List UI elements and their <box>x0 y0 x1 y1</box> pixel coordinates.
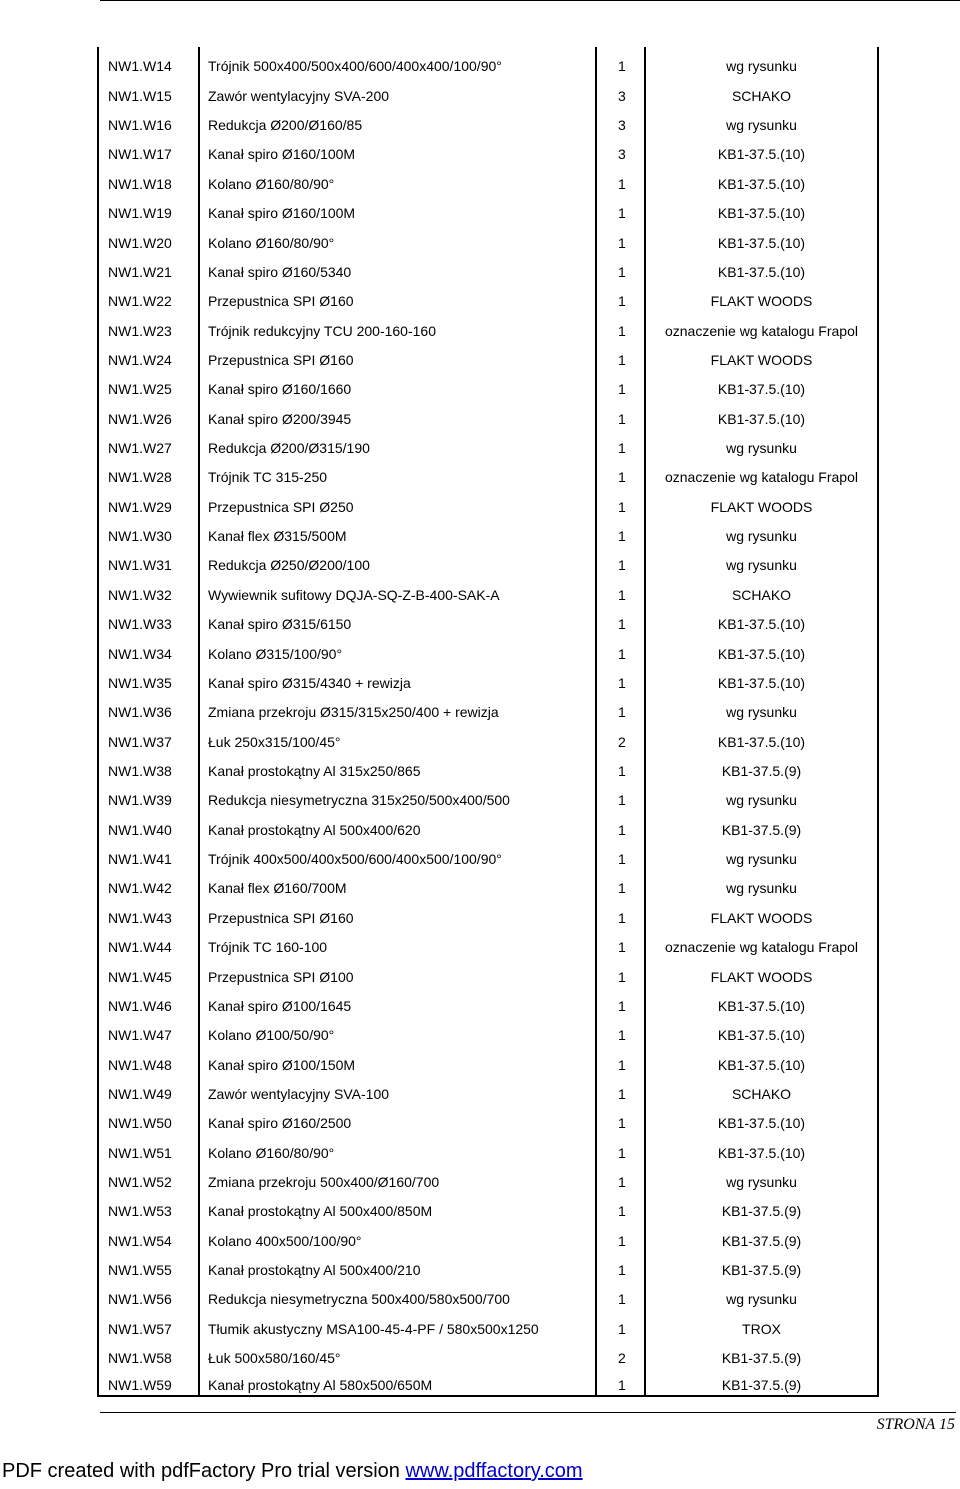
reference-cell: KB1-37.5.(10) <box>645 987 878 1016</box>
table-row <box>98 1339 878 1368</box>
quantity-cell: 1 <box>596 223 645 252</box>
reference-cell: TROX <box>645 1309 878 1338</box>
quantity-cell: 1 <box>596 458 645 487</box>
quantity-cell: 2 <box>596 722 645 751</box>
reference-cell: KB1-37.5.(9) <box>645 1192 878 1221</box>
part-code-cell: NW1.W59 <box>98 1368 199 1396</box>
part-name-cell: Przepustnica SPI Ø160 <box>199 898 596 927</box>
part-name-cell: Kanał spiro Ø200/3945 <box>199 399 596 428</box>
quantity-cell: 1 <box>596 752 645 781</box>
reference-cell: KB1-37.5.(9) <box>645 1251 878 1280</box>
table-row <box>98 664 878 693</box>
part-code-cell: NW1.W55 <box>98 1251 199 1280</box>
table-row <box>98 194 878 223</box>
reference-cell: wg rysunku <box>645 47 878 76</box>
part-name-cell: Kanał prostokątny Al 500x400/620 <box>199 810 596 839</box>
part-name-cell: Kolano Ø160/80/90° <box>199 223 596 252</box>
quantity-cell: 1 <box>596 164 645 193</box>
part-name-cell: Kanał spiro Ø315/6150 <box>199 605 596 634</box>
part-code-cell: NW1.W40 <box>98 810 199 839</box>
quantity-cell: 1 <box>596 810 645 839</box>
part-code-cell: NW1.W41 <box>98 840 199 869</box>
quantity-cell: 1 <box>596 928 645 957</box>
part-code-cell: NW1.W37 <box>98 722 199 751</box>
part-code-cell: NW1.W17 <box>98 135 199 164</box>
quantity-cell: 1 <box>596 1280 645 1309</box>
table-row <box>98 223 878 252</box>
part-name-cell: Kolano Ø160/80/90° <box>199 1133 596 1162</box>
reference-cell: SCHAKO <box>645 76 878 105</box>
quantity-cell: 1 <box>596 253 645 282</box>
part-name-cell: Kanał prostokątny Al 500x400/850M <box>199 1192 596 1221</box>
part-name-cell: Przepustnica SPI Ø250 <box>199 487 596 516</box>
table-row <box>98 605 878 634</box>
quantity-cell: 1 <box>596 429 645 458</box>
part-name-cell: Redukcja niesymetryczna 315x250/500x400/500 <box>199 781 596 810</box>
quantity-cell: 1 <box>596 487 645 516</box>
part-name-cell: Przepustnica SPI Ø100 <box>199 957 596 986</box>
quantity-cell: 1 <box>596 282 645 311</box>
table-row <box>98 1192 878 1221</box>
table-row <box>98 517 878 546</box>
reference-cell: SCHAKO <box>645 575 878 604</box>
table-row <box>98 1280 878 1309</box>
table-row <box>98 1368 878 1396</box>
table-row <box>98 722 878 751</box>
table-row <box>98 634 878 663</box>
reference-cell: wg rysunku <box>645 781 878 810</box>
top-rule <box>100 0 960 5</box>
part-name-cell: Przepustnica SPI Ø160 <box>199 341 596 370</box>
part-name-cell: Łuk 250x315/100/45° <box>199 722 596 751</box>
reference-cell: FLAKT WOODS <box>645 341 878 370</box>
quantity-cell: 3 <box>596 135 645 164</box>
part-name-cell: Kanał spiro Ø160/5340 <box>199 253 596 282</box>
table-row <box>98 1016 878 1045</box>
reference-cell: KB1-37.5.(9) <box>645 1339 878 1368</box>
part-code-cell: NW1.W36 <box>98 693 199 722</box>
part-name-cell: Trójnik TC 160-100 <box>199 928 596 957</box>
part-name-cell: Kanał spiro Ø160/100M <box>199 135 596 164</box>
reference-cell: KB1-37.5.(10) <box>645 164 878 193</box>
table-row <box>98 957 878 986</box>
reference-cell: KB1-37.5.(10) <box>645 1045 878 1074</box>
quantity-cell: 1 <box>596 840 645 869</box>
quantity-cell: 1 <box>596 869 645 898</box>
part-name-cell: Kolano Ø315/100/90° <box>199 634 596 663</box>
quantity-cell: 3 <box>596 106 645 135</box>
table-row <box>98 253 878 282</box>
part-name-cell: Zawór wentylacyjny SVA-100 <box>199 1075 596 1104</box>
quantity-cell: 1 <box>596 693 645 722</box>
reference-cell: KB1-37.5.(10) <box>645 1016 878 1045</box>
part-code-cell: NW1.W44 <box>98 928 199 957</box>
quantity-cell: 1 <box>596 605 645 634</box>
part-name-cell: Trójnik redukcyjny TCU 200-160-160 <box>199 311 596 340</box>
part-name-cell: Trójnik TC 315-250 <box>199 458 596 487</box>
parts-table <box>97 47 879 1397</box>
table-row <box>98 370 878 399</box>
part-code-cell: NW1.W28 <box>98 458 199 487</box>
part-code-cell: NW1.W54 <box>98 1221 199 1250</box>
reference-cell: KB1-37.5.(10) <box>645 194 878 223</box>
reference-cell: KB1-37.5.(10) <box>645 722 878 751</box>
quantity-cell: 1 <box>596 399 645 428</box>
part-name-cell: Kanał flex Ø160/700M <box>199 869 596 898</box>
quantity-cell: 1 <box>596 781 645 810</box>
table-row <box>98 752 878 781</box>
parts-table-body <box>98 47 878 1396</box>
quantity-cell: 3 <box>596 76 645 105</box>
table-row <box>98 106 878 135</box>
reference-cell: KB1-37.5.(9) <box>645 810 878 839</box>
pdf-notice-text: PDF created with pdfFactory Pro trial version <box>2 1460 406 1482</box>
part-code-cell: NW1.W58 <box>98 1339 199 1368</box>
part-name-cell: Kanał spiro Ø100/150M <box>199 1045 596 1074</box>
part-name-cell: Kolano 400x500/100/90° <box>199 1221 596 1250</box>
part-code-cell: NW1.W57 <box>98 1309 199 1338</box>
quantity-cell: 1 <box>596 1104 645 1133</box>
part-name-cell: Kanał prostokątny Al 580x500/650M <box>199 1368 596 1396</box>
reference-cell: wg rysunku <box>645 517 878 546</box>
part-name-cell: Kanał spiro Ø100/1645 <box>199 987 596 1016</box>
part-code-cell: NW1.W52 <box>98 1163 199 1192</box>
page-number-label: STRONA 15 <box>876 1416 955 1433</box>
part-name-cell: Redukcja Ø200/Ø315/190 <box>199 429 596 458</box>
table-row <box>98 76 878 105</box>
table-row <box>98 47 878 76</box>
part-code-cell: NW1.W29 <box>98 487 199 516</box>
reference-cell: FLAKT WOODS <box>645 898 878 927</box>
part-code-cell: NW1.W42 <box>98 869 199 898</box>
part-code-cell: NW1.W34 <box>98 634 199 663</box>
table-row <box>98 810 878 839</box>
quantity-cell: 1 <box>596 1251 645 1280</box>
reference-cell: KB1-37.5.(10) <box>645 664 878 693</box>
quantity-cell: 1 <box>596 370 645 399</box>
table-row <box>98 135 878 164</box>
part-code-cell: NW1.W47 <box>98 1016 199 1045</box>
table-row <box>98 898 878 927</box>
table-row <box>98 399 878 428</box>
part-code-cell: NW1.W23 <box>98 311 199 340</box>
table-row <box>98 693 878 722</box>
reference-cell: KB1-37.5.(10) <box>645 605 878 634</box>
quantity-cell: 1 <box>596 517 645 546</box>
part-name-cell: Kolano Ø160/80/90° <box>199 164 596 193</box>
quantity-cell: 1 <box>596 575 645 604</box>
quantity-cell: 1 <box>596 634 645 663</box>
reference-cell: FLAKT WOODS <box>645 282 878 311</box>
part-code-cell: NW1.W16 <box>98 106 199 135</box>
part-name-cell: Kanał spiro Ø160/2500 <box>199 1104 596 1133</box>
pdfactory-link[interactable]: www.pdffactory.com <box>405 1460 583 1482</box>
quantity-cell: 1 <box>596 1192 645 1221</box>
part-code-cell: NW1.W38 <box>98 752 199 781</box>
reference-cell: KB1-37.5.(10) <box>645 135 878 164</box>
reference-cell: KB1-37.5.(10) <box>645 1104 878 1133</box>
quantity-cell: 1 <box>596 987 645 1016</box>
pdf-creator-notice <box>2 1460 583 1483</box>
part-code-cell: NW1.W22 <box>98 282 199 311</box>
quantity-cell: 1 <box>596 1309 645 1338</box>
reference-cell: oznaczenie wg katalogu Frapol <box>645 458 878 487</box>
part-code-cell: NW1.W32 <box>98 575 199 604</box>
part-name-cell: Wywiewnik sufitowy DQJA-SQ-Z-B-400-SAK-A <box>199 575 596 604</box>
table-row <box>98 458 878 487</box>
table-row <box>98 164 878 193</box>
table-row <box>98 1104 878 1133</box>
table-row <box>98 1075 878 1104</box>
part-code-cell: NW1.W20 <box>98 223 199 252</box>
reference-cell: FLAKT WOODS <box>645 957 878 986</box>
table-row <box>98 781 878 810</box>
part-code-cell: NW1.W15 <box>98 76 199 105</box>
table-row <box>98 429 878 458</box>
part-name-cell: Zmiana przekroju 500x400/Ø160/700 <box>199 1163 596 1192</box>
reference-cell: KB1-37.5.(9) <box>645 1221 878 1250</box>
table-row <box>98 1221 878 1250</box>
reference-cell: KB1-37.5.(10) <box>645 399 878 428</box>
quantity-cell: 1 <box>596 1045 645 1074</box>
part-name-cell: Kanał spiro Ø160/1660 <box>199 370 596 399</box>
part-code-cell: NW1.W14 <box>98 47 199 76</box>
part-code-cell: NW1.W19 <box>98 194 199 223</box>
part-code-cell: NW1.W39 <box>98 781 199 810</box>
part-name-cell: Kanał prostokątny Al 500x400/210 <box>199 1251 596 1280</box>
table-row <box>98 546 878 575</box>
reference-cell: KB1-37.5.(10) <box>645 1133 878 1162</box>
part-name-cell: Redukcja Ø200/Ø160/85 <box>199 106 596 135</box>
quantity-cell: 1 <box>596 1163 645 1192</box>
part-code-cell: NW1.W56 <box>98 1280 199 1309</box>
quantity-cell: 1 <box>596 1368 645 1396</box>
footer-rule <box>100 1412 956 1413</box>
reference-cell: FLAKT WOODS <box>645 487 878 516</box>
quantity-cell: 1 <box>596 194 645 223</box>
quantity-cell: 1 <box>596 311 645 340</box>
reference-cell: oznaczenie wg katalogu Frapol <box>645 928 878 957</box>
part-name-cell: Trójnik 500x400/500x400/600/400x400/100/90° <box>199 47 596 76</box>
part-code-cell: NW1.W27 <box>98 429 199 458</box>
quantity-cell: 2 <box>596 1339 645 1368</box>
reference-cell: oznaczenie wg katalogu Frapol <box>645 311 878 340</box>
part-name-cell: Redukcja Ø250/Ø200/100 <box>199 546 596 575</box>
quantity-cell: 1 <box>596 1133 645 1162</box>
part-name-cell: Kolano Ø100/50/90° <box>199 1016 596 1045</box>
reference-cell: wg rysunku <box>645 106 878 135</box>
part-name-cell: Kanał spiro Ø160/100M <box>199 194 596 223</box>
part-code-cell: NW1.W51 <box>98 1133 199 1162</box>
part-code-cell: NW1.W26 <box>98 399 199 428</box>
part-code-cell: NW1.W53 <box>98 1192 199 1221</box>
table-row <box>98 840 878 869</box>
table-row <box>98 1251 878 1280</box>
part-name-cell: Przepustnica SPI Ø160 <box>199 282 596 311</box>
reference-cell: wg rysunku <box>645 546 878 575</box>
part-name-cell: Kanał spiro Ø315/4340 + rewizja <box>199 664 596 693</box>
reference-cell: wg rysunku <box>645 429 878 458</box>
table-row <box>98 1163 878 1192</box>
quantity-cell: 1 <box>596 1016 645 1045</box>
table-row <box>98 282 878 311</box>
part-name-cell: Kanał flex Ø315/500M <box>199 517 596 546</box>
reference-cell: KB1-37.5.(10) <box>645 223 878 252</box>
reference-cell: KB1-37.5.(10) <box>645 634 878 663</box>
part-code-cell: NW1.W24 <box>98 341 199 370</box>
table-row <box>98 1133 878 1162</box>
table-row <box>98 987 878 1016</box>
part-code-cell: NW1.W45 <box>98 957 199 986</box>
part-code-cell: NW1.W18 <box>98 164 199 193</box>
table-row <box>98 1309 878 1338</box>
part-code-cell: NW1.W25 <box>98 370 199 399</box>
part-name-cell: Tłumik akustyczny MSA100-45-4-PF / 580x500x1250 <box>199 1309 596 1338</box>
part-code-cell: NW1.W31 <box>98 546 199 575</box>
part-code-cell: NW1.W48 <box>98 1045 199 1074</box>
quantity-cell: 1 <box>596 1221 645 1250</box>
quantity-cell: 1 <box>596 47 645 76</box>
quantity-cell: 1 <box>596 341 645 370</box>
reference-cell: wg rysunku <box>645 869 878 898</box>
quantity-cell: 1 <box>596 1075 645 1104</box>
reference-cell: wg rysunku <box>645 693 878 722</box>
table-row <box>98 575 878 604</box>
part-code-cell: NW1.W43 <box>98 898 199 927</box>
part-code-cell: NW1.W35 <box>98 664 199 693</box>
part-code-cell: NW1.W50 <box>98 1104 199 1133</box>
reference-cell: SCHAKO <box>645 1075 878 1104</box>
reference-cell: wg rysunku <box>645 1163 878 1192</box>
quantity-cell: 1 <box>596 546 645 575</box>
reference-cell: KB1-37.5.(10) <box>645 253 878 282</box>
table-row <box>98 311 878 340</box>
part-code-cell: NW1.W49 <box>98 1075 199 1104</box>
table-row <box>98 487 878 516</box>
part-name-cell: Łuk 500x580/160/45° <box>199 1339 596 1368</box>
quantity-cell: 1 <box>596 664 645 693</box>
reference-cell: wg rysunku <box>645 840 878 869</box>
part-code-cell: NW1.W33 <box>98 605 199 634</box>
part-name-cell: Trójnik 400x500/400x500/600/400x500/100/90° <box>199 840 596 869</box>
part-code-cell: NW1.W30 <box>98 517 199 546</box>
table-row <box>98 341 878 370</box>
part-name-cell: Zmiana przekroju Ø315/315x250/400 + rewizja <box>199 693 596 722</box>
quantity-cell: 1 <box>596 957 645 986</box>
reference-cell: KB1-37.5.(9) <box>645 1368 878 1396</box>
reference-cell: KB1-37.5.(10) <box>645 370 878 399</box>
table-row <box>98 1045 878 1074</box>
part-name-cell: Redukcja niesymetryczna 500x400/580x500/700 <box>199 1280 596 1309</box>
part-code-cell: NW1.W46 <box>98 987 199 1016</box>
reference-cell: wg rysunku <box>645 1280 878 1309</box>
part-code-cell: NW1.W21 <box>98 253 199 282</box>
table-row <box>98 928 878 957</box>
part-name-cell: Zawór wentylacyjny SVA-200 <box>199 76 596 105</box>
table-row <box>98 869 878 898</box>
reference-cell: KB1-37.5.(9) <box>645 752 878 781</box>
quantity-cell: 1 <box>596 898 645 927</box>
part-name-cell: Kanał prostokątny Al 315x250/865 <box>199 752 596 781</box>
